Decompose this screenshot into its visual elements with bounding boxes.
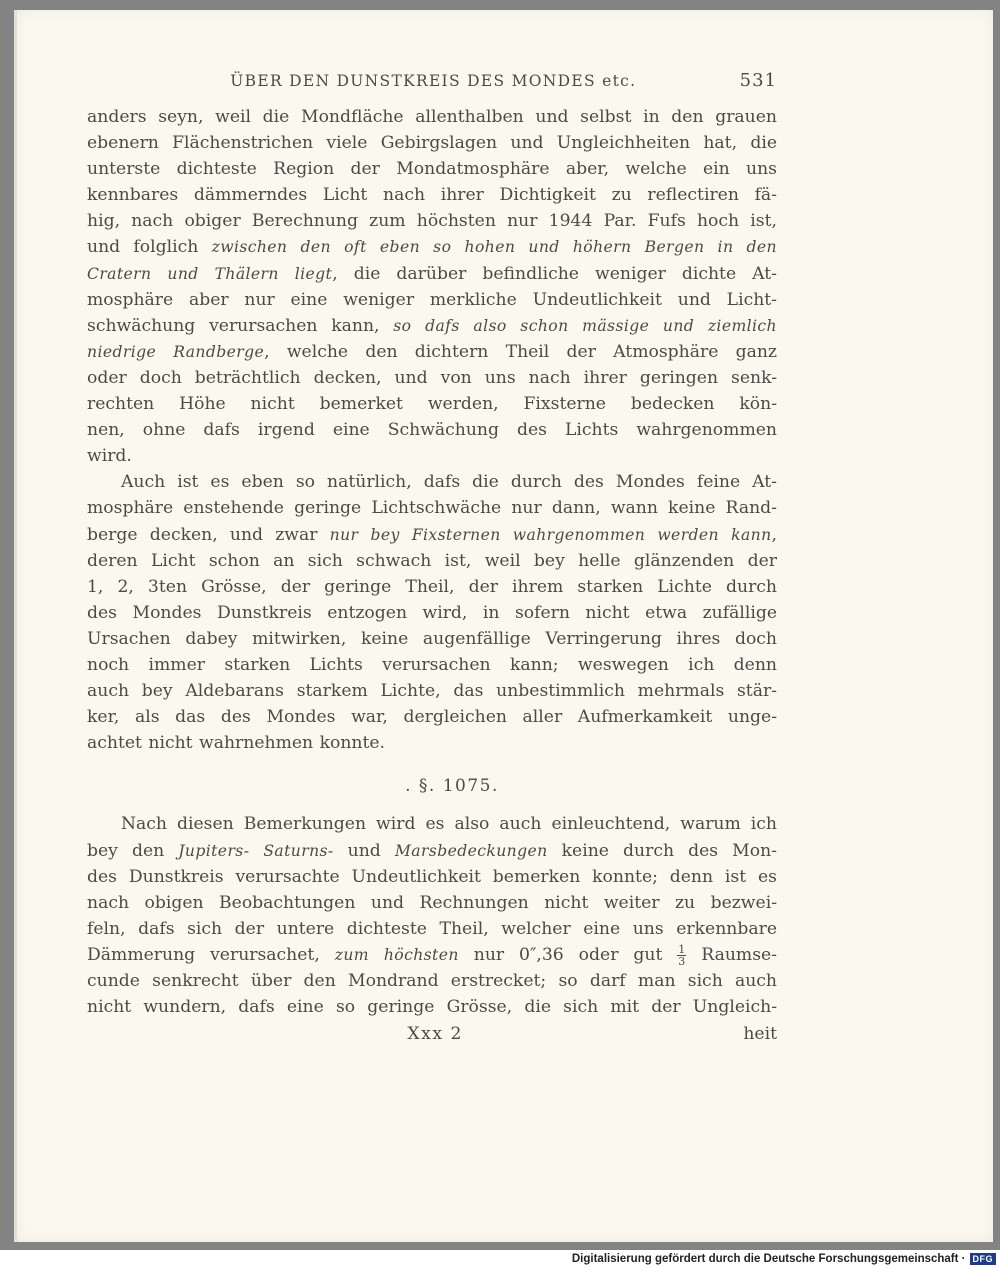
- text-run: schwächung verursachen kann,: [87, 315, 394, 336]
- signature-mark: Xxx 2: [407, 1024, 463, 1045]
- text-line: ebenern Flächenstrichen viele Gebirgslagen und Ungleichheiten hat, die: [87, 133, 777, 154]
- text-run: Raumse-: [686, 944, 777, 965]
- text-line: auch bey Aldebarans starkem Lichte, das unbestimmlich mehrmals stär-: [87, 681, 777, 702]
- text-line: [87, 339, 777, 365]
- text-line: mosphäre aber nur eine weniger merkliche Undeutlichkeit und Licht-: [87, 289, 777, 310]
- text-line: [87, 838, 777, 864]
- text-run: und: [333, 840, 395, 861]
- text-line: mosphäre enstehende geringe Lichtschwäche nur dann, wann keine Rand-: [87, 498, 777, 519]
- text-line: [87, 261, 777, 287]
- running-head: [87, 68, 777, 94]
- text-line: cunde senkrecht über den Mondrand erstrecket; so darf man sich auch: [87, 971, 777, 991]
- text-run: , welche den dichtern Theil der Atmosphäre ganz: [264, 341, 777, 362]
- text-line: unterste dichteste Region der Mondatmosphäre aber, welche ein uns: [87, 159, 777, 180]
- italic-run: zum höchsten: [334, 945, 459, 964]
- italic-run: Jupiters- Saturns-: [178, 841, 334, 860]
- fraction-one-third: [677, 944, 686, 967]
- text-run: ,: [771, 524, 777, 545]
- paragraph-1: [87, 104, 777, 469]
- page-text-block: [87, 68, 777, 1047]
- catchword: heit: [743, 1024, 777, 1045]
- italic-run: Marsbedeckungen: [394, 841, 548, 860]
- text-run: , die darüber befindliche weniger dichte At-: [332, 263, 777, 284]
- page-footer: [87, 1021, 777, 1047]
- text-line: kennbares dämmerndes Licht nach ihrer Dichtigkeit zu reflectiren fä-: [87, 185, 777, 206]
- text-line: des Mondes Dunstkreis entzogen wird, in sofern nicht etwa zufällige: [87, 602, 777, 623]
- italic-run: niedrige Randberge: [87, 342, 265, 361]
- section-heading: . §. 1075.: [405, 776, 499, 797]
- text-line: [87, 234, 777, 260]
- text-run: nur 0″,36 oder gut: [458, 944, 678, 965]
- paragraph-2: [87, 469, 777, 756]
- text-line: nach obigen Beobachtungen und Rechnungen nicht weiter zu bezwei-: [87, 892, 777, 913]
- text-line: des Dunstkreis verursachte Undeutlichkeit bemerken konnte; denn ist es: [87, 866, 777, 887]
- text-line: Nach diesen Bemerkungen wird es also auch einleuchtend, warum ich: [121, 814, 777, 835]
- italic-run: so dafs also schon mässige und ziemlich: [393, 316, 777, 335]
- text-run: bey den: [87, 840, 179, 861]
- running-head-title: ÜBER DEN DUNSTKREIS DES MONDES etc.: [230, 72, 637, 90]
- text-line: 1, 2, 3ten Grösse, der geringe Theil, der ihrem starken Lichte durch: [87, 576, 777, 597]
- text-line: achtet nicht wahrnehmen konnte.: [87, 733, 386, 754]
- text-line: [87, 522, 777, 548]
- paragraph-3: [87, 811, 777, 1020]
- text-run: und folglich: [87, 237, 212, 258]
- text-line: anders seyn, weil die Mondfläche allenthalben und selbst in den grauen: [87, 107, 777, 127]
- fraction-numerator: 1: [678, 942, 686, 956]
- text-run: Dämmerung verursachet,: [87, 944, 335, 965]
- funding-credit: Digitalisierung gefördert durch die Deutsche Forschungsgemeinschaft ·: [571, 1253, 966, 1265]
- text-line: feln, dafs sich der untere dichteste Theil, welcher eine uns erkennbare: [87, 918, 777, 939]
- text-line: ker, als das des Mondes war, dergleichen aller Aufmerkamkeit unge-: [87, 707, 777, 728]
- text-line: Auch ist es eben so natürlich, dafs die durch des Mondes feine At-: [121, 472, 777, 493]
- text-run: keine durch des Mon-: [547, 840, 777, 861]
- italic-run: zwischen den oft eben so hohen und höhern Bergen in den: [211, 238, 777, 257]
- page-number: 531: [739, 70, 777, 91]
- text-line: deren Licht schon an sich schwach ist, weil bey helle glänzenden der: [87, 550, 777, 571]
- book-page: [14, 10, 993, 1242]
- text-line: hig, nach obiger Berechnung zum höchsten nur 1944 Par. Fufs hoch ist,: [87, 211, 777, 232]
- italic-run: Cratern und Thälern liegt: [87, 264, 333, 283]
- text-line: nicht wundern, dafs eine so geringe Grösse, die sich mit der Ungleich-: [87, 997, 777, 1018]
- text-line: Ursachen dabey mitwirken, keine augenfällige Verringerung ihres doch: [87, 628, 777, 649]
- text-line: rechten Höhe nicht bemerket werden, Fixsterne bedecken kön-: [87, 394, 777, 415]
- fraction-denominator: 3: [678, 954, 686, 968]
- credit-bar: [0, 1250, 1000, 1268]
- text-run: berge decken, und zwar: [87, 524, 330, 545]
- text-line: [87, 313, 777, 339]
- dfg-logo: DFG: [970, 1253, 997, 1265]
- text-line: noch immer starken Lichts verursachen kann; weswegen ich denn: [87, 654, 777, 675]
- italic-run: nur bey Fixsternen wahrgenommen werden kann: [329, 525, 772, 544]
- text-line: oder doch beträchtlich decken, und von uns nach ihrer geringen senk-: [87, 367, 777, 388]
- text-line: nen, ohne dafs irgend eine Schwächung des Lichts wahrgenommen: [87, 420, 777, 441]
- text-line: wird.: [87, 446, 132, 467]
- text-line: [87, 942, 777, 968]
